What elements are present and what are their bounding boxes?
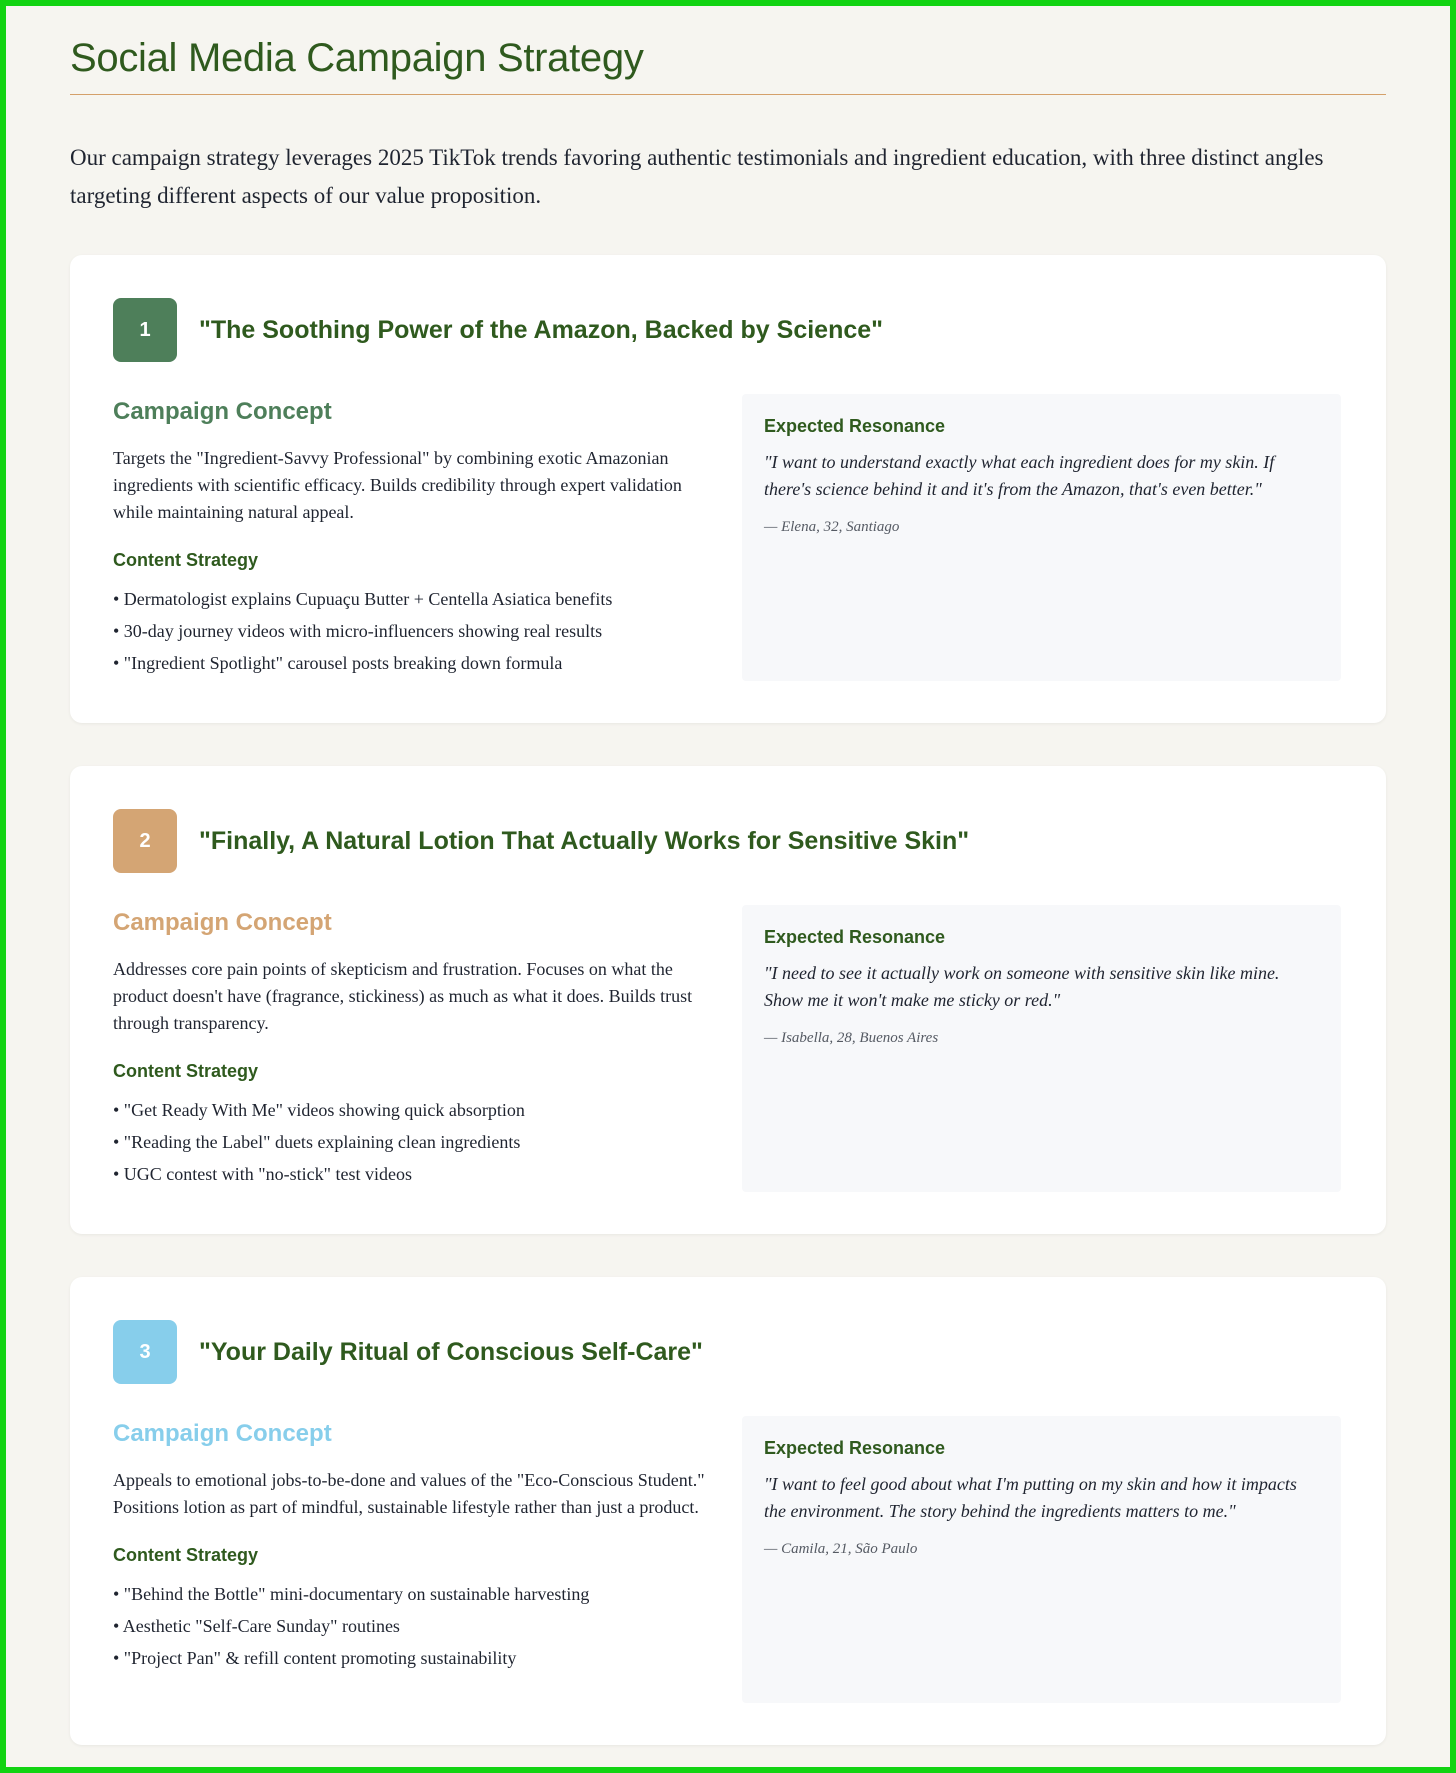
strategy-list xyxy=(113,1094,723,1190)
strategy-item: • Aesthetic "Self-Care Sunday" routines xyxy=(113,1616,400,1636)
strategy-heading: Content Strategy xyxy=(113,1061,259,1081)
strategy-item: • Dermatologist explains Cupuaçu Butter + Centella Asiatica benefits xyxy=(113,589,613,609)
campaign-card-1 xyxy=(70,255,1386,723)
strategy-item: • "Reading the Label" duets explaining clean ingredients xyxy=(113,1132,521,1152)
resonance-panel xyxy=(742,394,1341,681)
campaign-header xyxy=(113,298,883,362)
campaign-number-badge: 3 xyxy=(113,1320,177,1384)
campaign-details xyxy=(113,909,723,1190)
campaign-title: "Your Daily Ritual of Conscious Self-Care" xyxy=(199,1337,703,1366)
quote-attribution: — Camila, 21, São Paulo xyxy=(764,1541,918,1557)
strategy-item: • "Behind the Bottle" mini-documentary on sustainable harvesting xyxy=(113,1584,590,1604)
customer-quote: "I want to understand exactly what each ingredient does for my skin. If there's science behind it and it's from the Amazon, that's even better." xyxy=(764,452,1275,499)
strategy-item: • "Project Pan" & refill content promoting sustainability xyxy=(113,1648,517,1668)
concept-heading: Campaign Concept xyxy=(113,909,332,936)
strategy-item: • UGC contest with "no-stick" test videos xyxy=(113,1164,412,1184)
strategy-item: • "Ingredient Spotlight" carousel posts breaking down formula xyxy=(113,653,563,673)
concept-text: Targets the "Ingredient-Savvy Professional" by combining exotic Amazonian ingredients with scientific efficacy. Builds credibility through expert validation while maintaining natural appeal. xyxy=(113,448,682,522)
campaign-number-badge: 2 xyxy=(113,809,177,873)
customer-quote: "I want to feel good about what I'm putting on my skin and how it impacts the environment. The story behind the ingredients matters to me." xyxy=(764,1474,1297,1521)
campaign-card-3 xyxy=(70,1277,1386,1745)
resonance-panel xyxy=(742,905,1341,1192)
campaign-card-2 xyxy=(70,766,1386,1234)
campaign-details xyxy=(113,398,723,679)
campaign-header xyxy=(113,1320,703,1384)
page-title: Social Media Campaign Strategy xyxy=(70,34,1386,95)
quote-attribution: — Isabella, 28, Buenos Aires xyxy=(764,1030,939,1046)
strategy-heading: Content Strategy xyxy=(113,1545,259,1565)
quote-attribution: — Elena, 32, Santiago xyxy=(764,519,900,535)
resonance-heading: Expected Resonance xyxy=(764,416,946,436)
strategy-heading: Content Strategy xyxy=(113,550,259,570)
campaign-number-badge: 1 xyxy=(113,298,177,362)
page xyxy=(70,34,1386,215)
strategy-list xyxy=(113,583,723,679)
campaign-header xyxy=(113,809,969,873)
strategy-list xyxy=(113,1578,723,1674)
resonance-panel xyxy=(742,1416,1341,1703)
strategy-item: • 30-day journey videos with micro-influencers showing real results xyxy=(113,621,603,641)
campaign-title: "The Soothing Power of the Amazon, Backed by Science" xyxy=(199,315,884,344)
customer-quote: "I need to see it actually work on someone with sensitive skin like mine. Show me it won't make me sticky or red." xyxy=(764,963,1280,1010)
resonance-heading: Expected Resonance xyxy=(764,927,946,947)
campaign-details xyxy=(113,1420,723,1674)
intro-paragraph: Our campaign strategy leverages 2025 TikTok trends favoring authentic testimonials and ingredient education, with three distinct angles targeting different aspects of our value proposition. xyxy=(70,145,1324,208)
strategy-item: • "Get Ready With Me" videos showing quick absorption xyxy=(113,1100,525,1120)
resonance-heading: Expected Resonance xyxy=(764,1438,946,1458)
campaign-title: "Finally, A Natural Lotion That Actually Works for Sensitive Skin" xyxy=(199,826,970,855)
concept-text: Addresses core pain points of skepticism and frustration. Focuses on what the product doesn't have (fragrance, stickiness) as much as what it does. Builds trust through transparency. xyxy=(113,959,693,1033)
concept-text: Appeals to emotional jobs-to-be-done and values of the "Eco-Conscious Student." Positions lotion as part of mindful, sustainable lifestyle rather than just a product. xyxy=(113,1470,705,1517)
concept-heading: Campaign Concept xyxy=(113,1420,332,1447)
concept-heading: Campaign Concept xyxy=(113,398,332,425)
